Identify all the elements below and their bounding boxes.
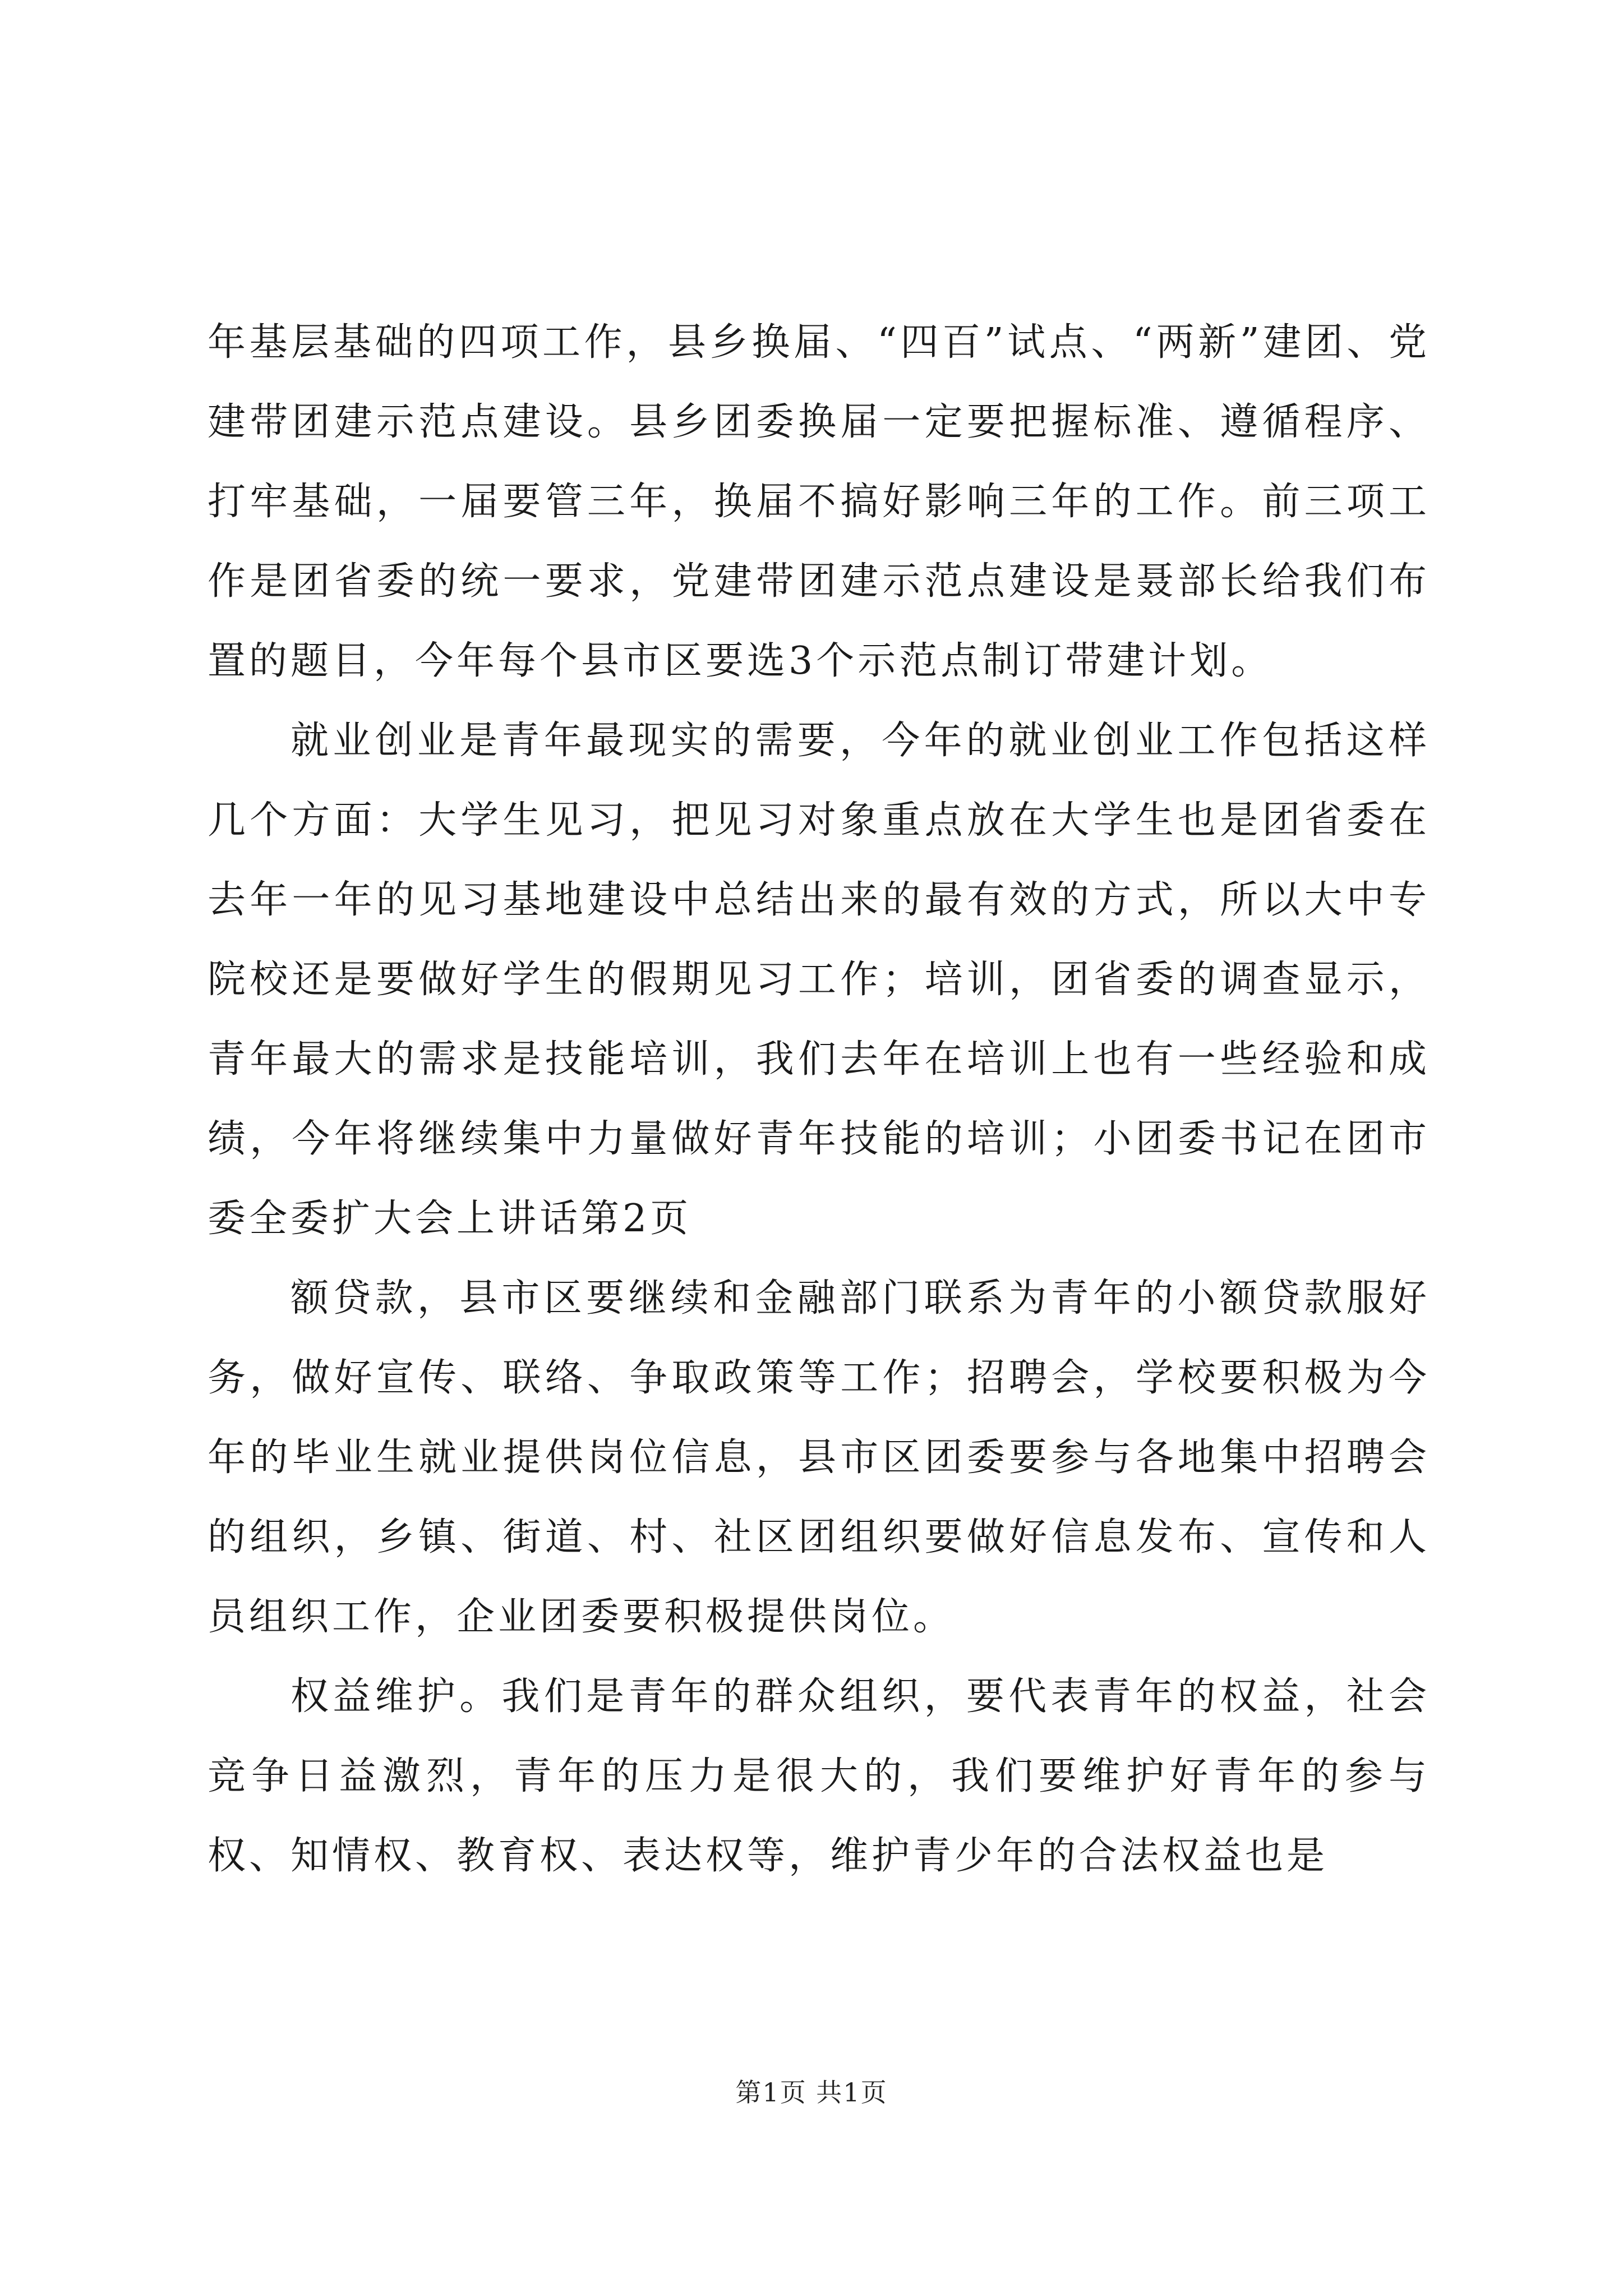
paragraph-3: 额贷款，县市区要继续和金融部门联系为青年的小额贷款服好务，做好宣传、联络、争取政策等工作；招聘会，学校要积极为今年的毕业生就业提供岗位信息，县市区团委要参与各地集中招聘会的组织，乡镇、街道、村、社区团组织要做好信息发布、宣传和人员组织工作，企业团委要积极提供岗位。 xyxy=(208,1276,1430,1639)
paragraph-2: 就业创业是青年最现实的需要，今年的就业创业工作包括这样几个方面：大学生见习，把见习对象重点放在大学生也是团省委在去年一年的见习基地建设中总结出来的最有效的方式，所以大中专院校还是要做好学生的假期见习工作；培训，团省委的调查显示，青年最大的需求是技能培训，我们去年在培训上也有一些经验和成绩，今年将继续集中力量做好青年技能的培训；小团委书记在团市委全委扩大会上讲话第2页 xyxy=(208,719,1430,1241)
paragraph-1: 年基层基础的四项工作，县乡换届、“四百”试点、“两新”建团、党建带团建示范点建设。县乡团委换届一定要把握标准、遵循程序、打牢基础，一届要管三年，换届不搞好影响三年的工作。前三项工作是团省委的统一要求，党建带团建示范点建设是聂部长给我们布置的题目，今年每个县市区要选3个示范点制订带建计划。 xyxy=(208,320,1430,683)
document-body xyxy=(208,303,1430,1896)
paragraph-4: 权益维护。我们是青年的群众组织，要代表青年的权益，社会竞争日益激烈，青年的压力是很大的，我们要维护好青年的参与权、知情权、教育权、表达权等，维护青少年的合法权益也是 xyxy=(208,1674,1430,1878)
page-footer: 第1页 共1页 xyxy=(735,2077,888,2108)
